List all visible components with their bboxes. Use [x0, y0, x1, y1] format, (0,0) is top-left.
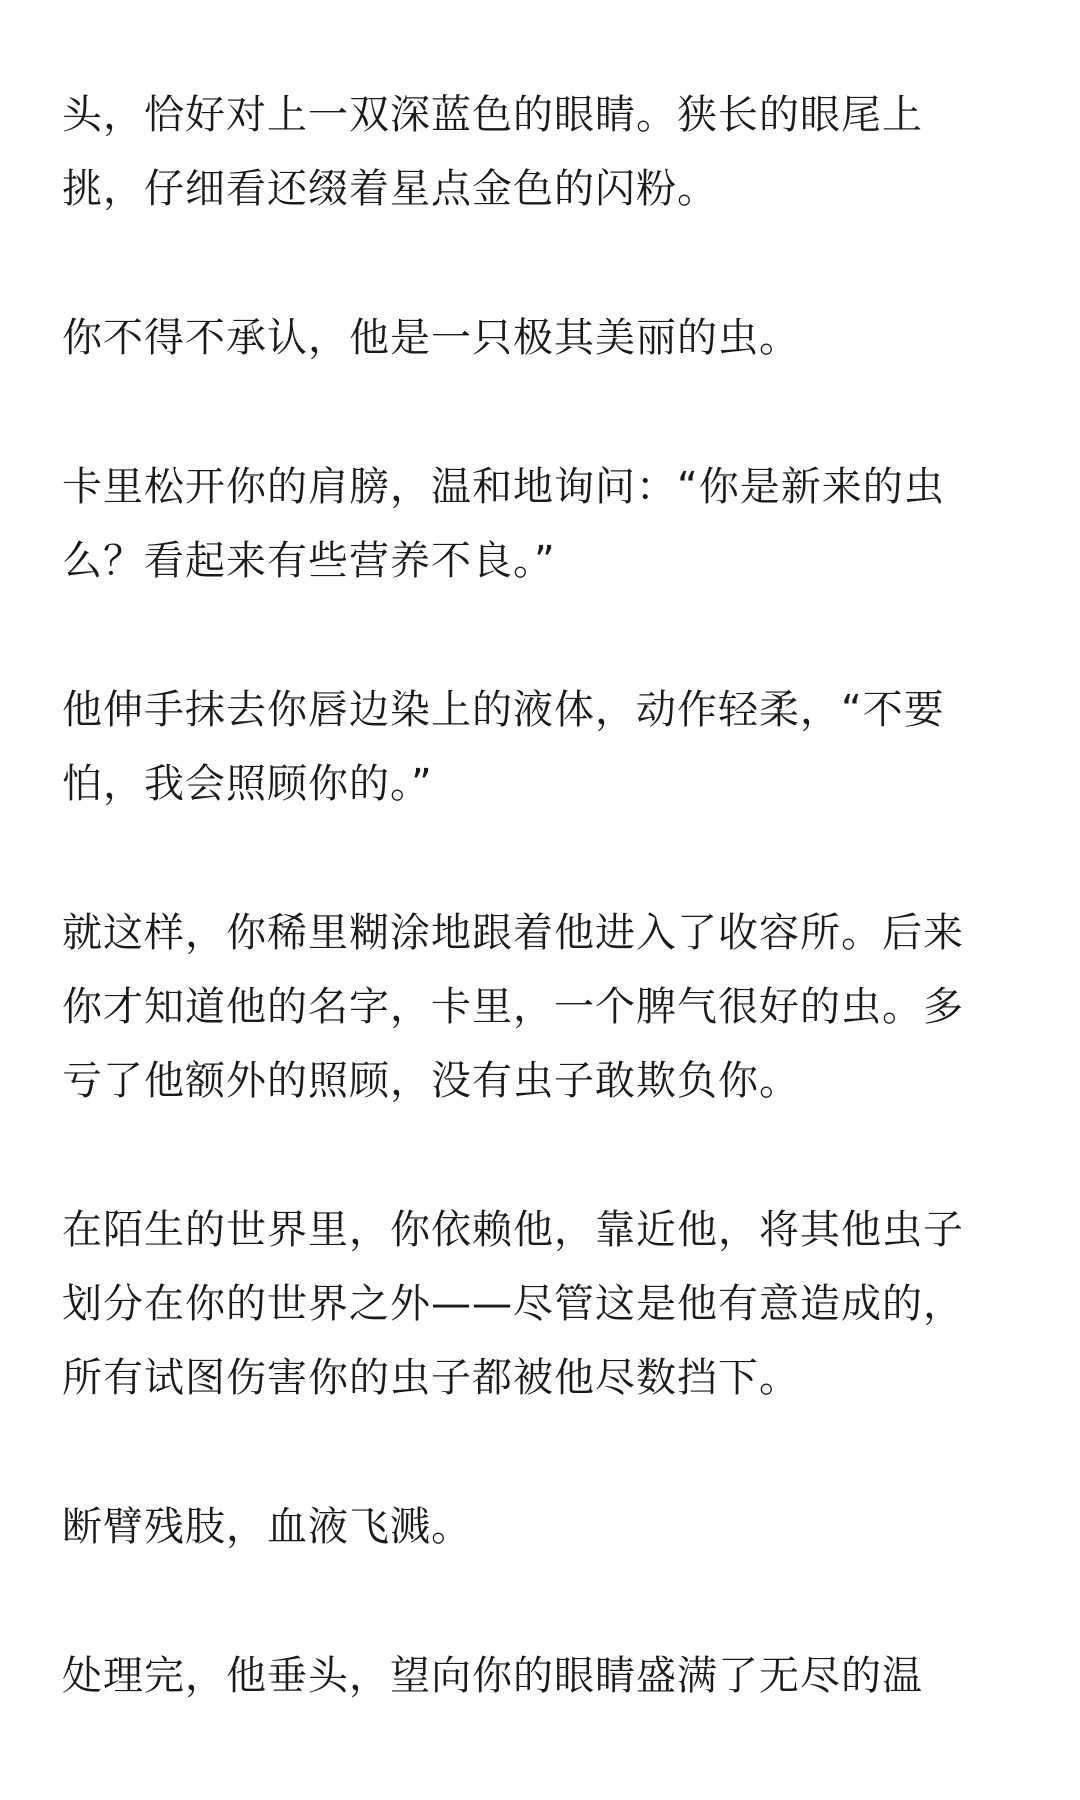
paragraph — [62, 78, 1032, 226]
paragraph — [62, 1193, 1032, 1415]
text-line: 你不得不承认，他是一只极其美丽的虫。 — [62, 315, 800, 361]
text-line: 头，恰好对上一双深蓝色的眼睛。狭长的眼尾上 — [62, 92, 923, 138]
paragraph — [62, 673, 1032, 821]
text-line: 所有试图伤害你的虫子都被他尽数挡下。 — [62, 1355, 800, 1401]
text-line: 挑，仔细看还缀着星点金色的闪粉。 — [62, 166, 718, 212]
text-line: 亏了他额外的照顾，没有虫子敢欺负你。 — [62, 1058, 800, 1104]
paragraph — [62, 1639, 1032, 1713]
paragraph — [62, 301, 1032, 375]
text-line: 卡里松开你的肩膀，温和地询问：“你是新来的虫 — [62, 464, 945, 510]
paragraph — [62, 896, 1032, 1118]
paragraph — [62, 450, 1032, 598]
text-line: 处理完，他垂头，望向你的眼睛盛满了无尽的温 — [62, 1653, 923, 1699]
text-line: 划分在你的世界之外——尽管这是他有意造成的， — [62, 1281, 964, 1327]
text-line: 就这样，你稀里糊涂地跟着他进入了收容所。后来 — [62, 910, 964, 956]
text-line: 怕，我会照顾你的。” — [62, 761, 433, 807]
article-body — [62, 78, 1032, 1788]
text-line: 断臂残肢，血液飞溅。 — [62, 1504, 472, 1550]
text-line: 你才知道他的名字，卡里，一个脾气很好的虫。多 — [62, 984, 964, 1030]
text-line: 在陌生的世界里，你依赖他，靠近他，将其他虫子 — [62, 1207, 964, 1253]
text-line: 他伸手抹去你唇边染上的液体，动作轻柔，“不要 — [62, 687, 945, 733]
paragraph — [62, 1490, 1032, 1564]
text-line: 么？看起来有些营养不良。” — [62, 538, 556, 584]
